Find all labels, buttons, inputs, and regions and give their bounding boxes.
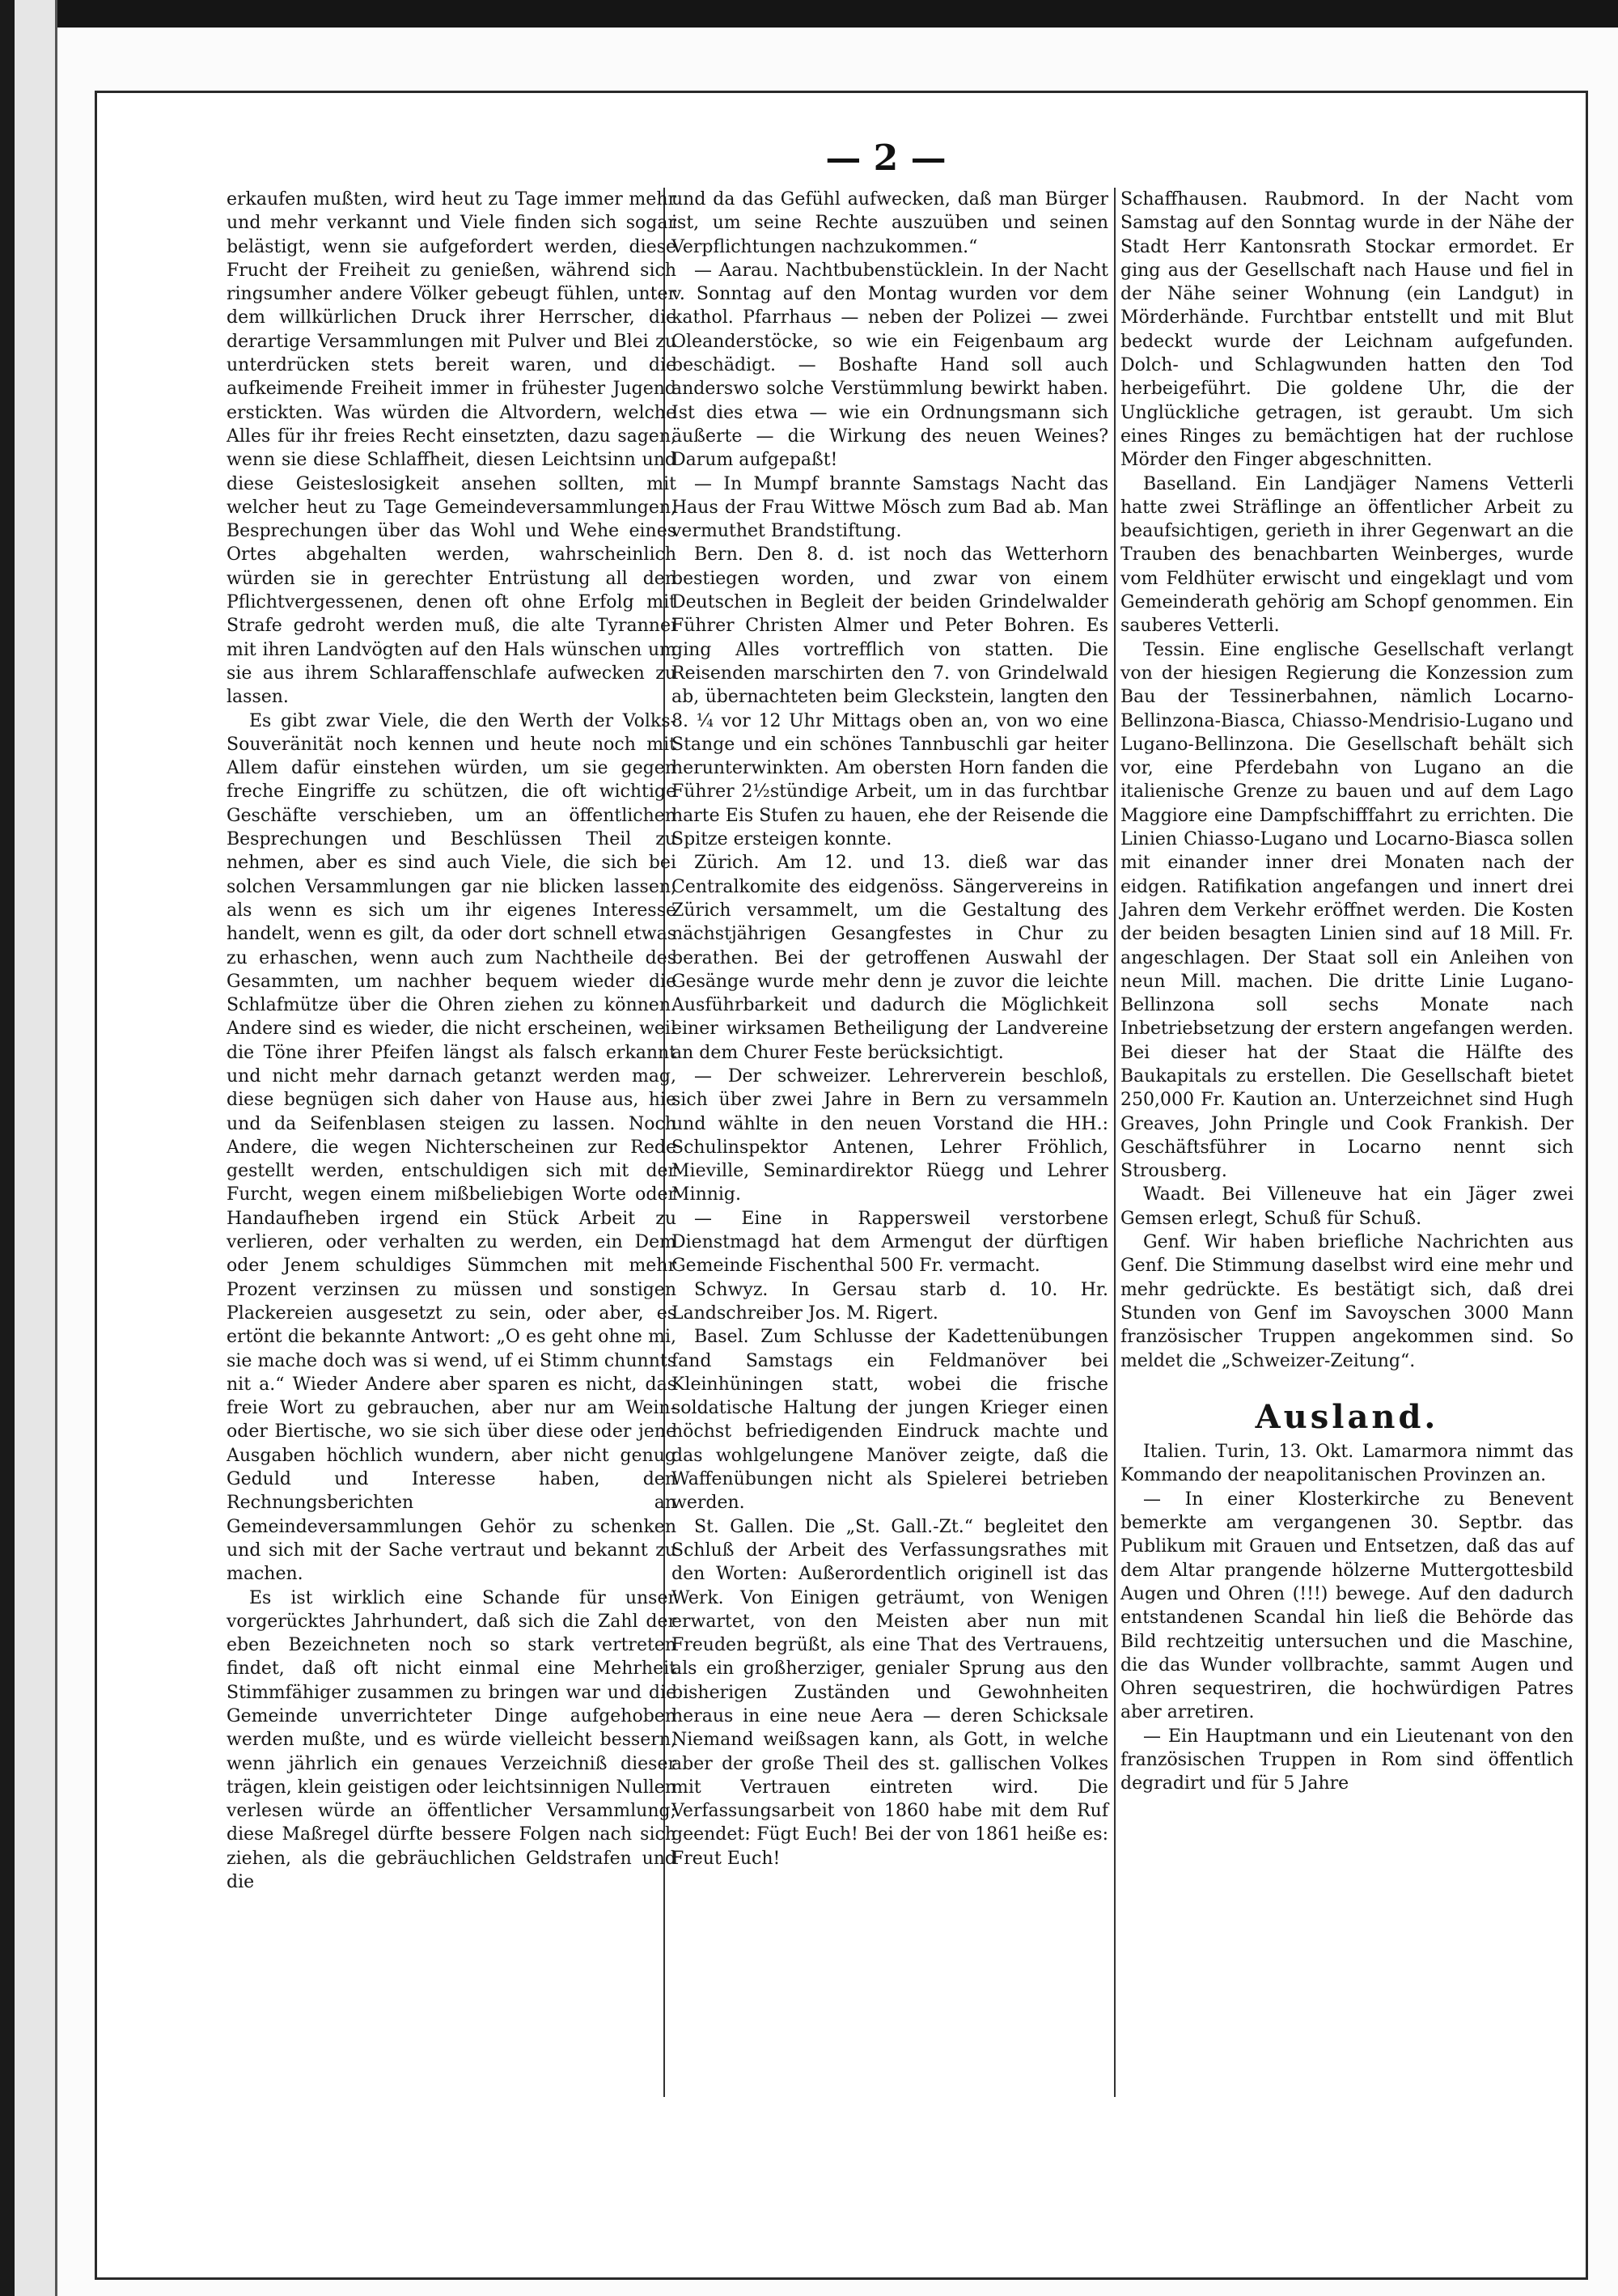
scan-binding <box>15 0 57 2296</box>
article-paragraph: — Eine in Rappersweil verstorbene Dienstmagd hat dem Armengut der dürftigen Gemeinde Fischenthal 500 Fr. vermacht. <box>671 1208 1108 1277</box>
article-paragraph: — Aarau. Nachtbubenstücklein. In der Nacht v. Sonntag auf den Montag wurden vor dem kathol. Pfarrhaus — neben der Polizei — zwei Oleanderstöcke, so wie ein Feigenbaum arg beschädigt. — Boshafte Hand soll auch anderswo solche Verstümmlung bewirkt haben. Ist dies etwa — wie ein Ordnungsmann sich äußerte — die Wirkung des neuen Weines? Darum aufgepaßt! <box>671 260 1108 471</box>
article-paragraph: — Ein Hauptmann und ein Lieutenant von den französischen Truppen in Rom sind öffentlich degradirt und für 5 Jahre <box>1120 1726 1574 1794</box>
article-paragraph: Es gibt zwar Viele, die den Werth der Volks-Souveränität noch kennen und heute noch mit Allem dafür einstehen würden, um sie gegen freche Eingriffe zu schützen, die oft wichtige Geschäfte verschieben, um an öffentlichen Besprechungen und Beschlüssen Theil zu nehmen, aber es sind auch Viele, die sich bei solchen Versammlungen gar nie blicken lassen, als wenn es sich um ihr eigenes Interesse handelt, wenn es gilt, da oder dort schnell etwas zu erhaschen, wenn auch zum Nachtheile des Gesammten, um nachher bequem wieder die Schlafmütze über die Ohren ziehen zu können. Andere sind es wieder, die nicht erscheinen, weil die Töne ihrer Pfeifen längst als falsch erkannt und nicht mehr darnach getanzt werden mag, diese begnügen sich daher von Hause aus, hie und da Seifenblasen steigen zu lassen. Noch Andere, die wegen Nichterscheinen zur Rede gestellt werden, entschuldigen sich mit der Furcht, wegen einem mißbeliebigen Worte oder Handaufheben irgend ein Stück Arbeit zu verlieren, oder verhalten zu werden, ein Dem oder Jenem schuldiges Sümmchen mit mehr Prozent verzinsen zu müssen und sonstigen Plackereien ausgesetzt zu sein, oder aber, es ertönt die bekannte Antwort: „O es geht ohne mi, sie mache doch was si wend, uf ei Stimm chunnts nit a.“ Wieder Andere aber sparen es nicht, das freie Wort zu gebrauchen, aber nur am Wein- oder Biertische, wo sie sich über diese oder jene Ausgaben höchlich wundern, aber nicht genug Geduld und Interesse haben, den Rechnungsberichten an Gemeindeversammlungen Gehör zu schenken und sich mit der Sache vertraut und bekannt zu machen. <box>227 710 676 1585</box>
article-paragraph: Schwyz. In Gersau starb d. 10. Hr. Landschreiber Jos. M. Rigert. <box>671 1279 1108 1324</box>
article-paragraph: Bern. Den 8. d. ist noch das Wetterhorn bestiegen worden, und zwar von einem Deutschen in Begleit der beiden Grindelwalder Führer Christen Almer und Peter Bohren. Es ging Alles vortrefflich von statten. Die Reisenden marschirten den 7. von Grindelwald ab, übernachteten beim Gleckstein, langten den 8. ¼ vor 12 Uhr Mittags oben an, von wo eine Stange und ein schönes Tannbuschli gar heiter herunterwinkten. Am obersten Horn fanden die Führer 2½stündige Arbeit, um in das furchtbar harte Eis Stufen zu hauen, ehe der Reisende die Spitze ersteigen konnte. <box>671 544 1108 850</box>
page-number: — 2 — <box>825 138 947 179</box>
article-paragraph: Italien. Turin, 13. Okt. Lamarmora nimmt das Kommando der neapolitanischen Provinzen an. <box>1120 1442 1574 1486</box>
article-paragraph: Baselland. Ein Landjäger Namens Vetterli hatte zwei Sträflinge an öffentlicher Arbeit zu beaufsichtigen, gerieth in ihrer Gegenwart an die Trauben des benachbarten Weinberges, wurde vom Feldhüter erwischt und eingeklagt und vom Gemeinderath gehörig am Schopf genommen. Ein sauberes Vetterli. <box>1120 473 1574 637</box>
scan-left-edge <box>0 0 15 2296</box>
article-paragraph: Es ist wirklich eine Schande für unser vorgerücktes Jahrhundert, daß sich die Zahl der eben Bezeichneten noch so stark vertreten findet, daß oft nicht einmal eine Mehrheit Stimmfähiger zusammen zu bringen war und die Gemeinde unverrichteter Dinge aufgehoben werden mußte, und es würde vielleicht bessern, wenn jährlich ein genaues Verzeichniß dieser trägen, klein geistigen oder leichtsinnigen Nullen verlesen würde an öffentlicher Versammlung; diese Maßregel dürfte bessere Folgen nach sich ziehen, als die gebräuchlichen Geldstrafen und die <box>227 1587 676 1893</box>
scan-top-edge <box>0 0 1618 28</box>
article-paragraph: St. Gallen. Die „St. Gall.-Zt.“ begleitet den Schluß der Arbeit des Verfassungsrathes mit den Worten: Außerordentlich originell ist das Werk. Von Einigen geträumt, von Wenigen erwartet, von den Meisten aber nun mit Freuden begrüßt, als eine That des Vertrauens, als ein großherziger, genialer Sprung aus den bisherigen Zuständen und Gewohnheiten heraus in eine neue Aera — deren Schicksale Niemand weißsagen kann, als Gott, in welche aber der große Theil des st. gallischen Volkes mit Vertrauen eintreten wird. Die Verfassungsarbeit von 1860 habe mit dem Ruf geendet: Fügt Euch! Bei der von 1861 heiße es: Freut Euch! <box>671 1516 1108 1869</box>
article-paragraph: Zürich. Am 12. und 13. dieß war das Centralkomite des eidgenöss. Sängervereins in Zürich versammelt, um die Gestaltung des nächstjährigen Gesangfestes in Chur zu berathen. Bei der getroffenen Auswahl der Gesänge wurde mehr denn je zuvor die leichte Ausführbarkeit und dadurch die Möglichkeit einer wirksamen Betheiligung der Landvereine an dem Churer Feste berücksichtigt. <box>671 853 1108 1063</box>
article-paragraph: Waadt. Bei Villeneuve hat ein Jäger zwei Gemsen erlegt, Schuß für Schuß. <box>1120 1184 1574 1229</box>
article-paragraph: Basel. Zum Schlusse der Kadettenübungen fand Samstags ein Feldmanöver bei Kleinhüningen statt, wobei die frische soldatische Haltung der jungen Krieger einen höchst befriedigenden Eindruck machte und das wohlgelungene Manöver zeigte, daß die Waffenübungen nicht als Spielerei betrieben werden. <box>671 1327 1108 1514</box>
article-paragraph: — In Mumpf brannte Samstags Nacht das Haus der Frau Wittwe Mösch zum Bad ab. Man vermuthet Brandstiftung. <box>671 473 1108 542</box>
column-rule-2 <box>1114 188 1116 2097</box>
column-1 <box>227 188 676 1894</box>
article-paragraph: und da das Gefühl aufwecken, daß man Bürger ist, um seine Rechte auszuüben und seinen Verpflichtungen nachzukommen.“ <box>671 189 1108 257</box>
column-2 <box>671 188 1108 1870</box>
section-heading: Ausland. <box>1255 1397 1439 1436</box>
article-paragraph: — Der schweizer. Lehrerverein beschloß, sich über zwei Jahre in Bern zu versammeln und wählte in den neuen Vorstand die HH.: Schulinspektor Antenen, Lehrer Fröhlich, Mieville, Seminardirektor Rüegg und Lehrer Minnig. <box>671 1065 1108 1205</box>
column-3 <box>1120 188 1574 1796</box>
article-paragraph: Genf. Wir haben briefliche Nachrichten aus Genf. Die Stimmung daselbst wird eine mehr und mehr gedrückte. Es bestätigt sich, daß drei Stunden von Genf im Savoyschen 3000 Mann französischer Truppen angekommen sind. So meldet die „Schweizer-Zeitung“. <box>1120 1232 1574 1371</box>
article-paragraph: — In einer Klosterkirche zu Benevent bemerkte am vergangenen 30. Septbr. das Publikum mit Grauen und Entsetzen, daß das auf dem Altar prangende hölzerne Muttergottesbild Augen und Ohren (!!!) bewege. Auf den dadurch entstandenen Scandal hin ließ die Behörde das Bild rechtzeitig untersuchen und die Maschine, die das Wunder vollbrachte, sammt Augen und Ohren sequestriren, die hochwürdigen Patres aber arretiren. <box>1120 1489 1574 1723</box>
article-paragraph: Schaffhausen. Raubmord. In der Nacht vom Samstag auf den Sonntag wurde in der Nähe der Stadt Herr Kantonsrath Stockar ermordet. Er ging aus der Gesellschaft nach Hause und fiel in der Nähe seiner Wohnung (ein Landgut) in Mörderhände. Furchtbar entstellt und mit Blut bedeckt wurde der Leichnam aufgefunden. Dolch- und Schlagwunden hatten den Tod herbeigeführt. Die goldene Uhr, die der Unglückliche getragen, ist geraubt. Um sich eines Ringes zu bemächtigen hat der ruchlose Mörder den Finger abgeschnitten. <box>1120 189 1574 471</box>
article-paragraph: erkaufen mußten, wird heut zu Tage immer mehr und mehr verkannt und Viele finden sich sogar belästigt, wenn sie aufgefordert werden, diese Frucht der Freiheit zu genießen, während sich ringsumher andere Völker gebeugt fühlen, unter dem willkürlichen Druck ihrer Herrscher, die derartige Versammlungen mit Pulver und Blei zu unterdrücken stets bereit waren, und die aufkeimende Freiheit immer in frühester Jugend erstickten. Was würden die Altvordern, welche Alles für ihr freies Recht einsetzten, dazu sagen, wenn sie diese Schlaffheit, diesen Leichtsinn und diese Geisteslosigkeit ansehen sollten, mit welcher heut zu Tage Gemeindeversammlungen, Besprechungen über das Wohl und Wehe eines Ortes abgehalten werden, wahrscheinlich würden sie in gerechter Entrüstung all den Pflichtvergessenen, denen oft ohne Erfolg mit Strafe gedroht werden muß, die alte Tyrannei mit ihren Landvögten auf den Hals wünschen um sie aus ihrem Schlaraffenschlafe aufwecken zu lassen. <box>227 189 676 708</box>
article-paragraph: Tessin. Eine englische Gesellschaft verlangt von der hiesigen Regierung die Konzession zum Bau der Tessinerbahnen, nämlich Locarno-Bellinzona-Biasca, Chiasso-Mendrisio-Lugano und Lugano-Bellinzona. Die Gesellschaft behält sich vor, eine Pferdebahn von Lugano an die italienische Grenze zu bauen und auf dem Lago Maggiore eine Dampfschifffahrt zu errichten. Die Linien Chiasso-Lugano und Locarno-Biasca sollen mit einander inner drei Monaten nach der eidgen. Ratifikation angefangen und innert drei Jahren dem Verkehr eröffnet werden. Die Kosten der beiden besagten Linien sind auf 18 Mill. Fr. angeschlagen. Der Staat soll ein Anleihen von neun Mill. machen. Die dritte Linie Lugano-Bellinzona soll sechs Monate nach Inbetriebsetzung der erstern angefangen werden. Bei dieser hat der Staat die Hälfte des Baukapitals zu erstellen. Die Gesellschaft bietet 250,000 Fr. Kaution an. Unterzeichnet sind Hugh Greaves, John Pringle und Cook Frankish. Der Geschäftsführer in Locarno nennt sich Strousberg. <box>1120 639 1574 1182</box>
